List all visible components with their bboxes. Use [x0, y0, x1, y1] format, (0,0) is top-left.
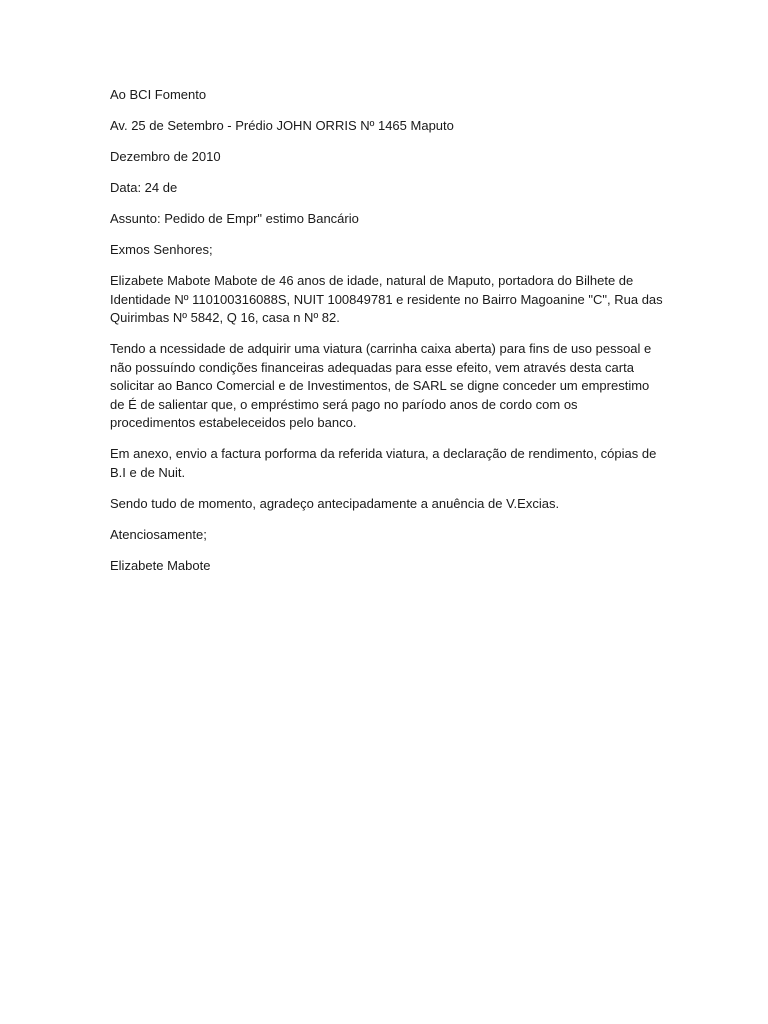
closing-thanks-line: Sendo tudo de momento, agradeço antecipadamente a anuência de V.Excias.	[110, 495, 560, 511]
subject-line: Assunto: Pedido de Empr" estimo Bancário	[110, 211, 359, 226]
salutation-line: Exmos Senhores;	[110, 242, 213, 257]
closing-line: Atenciosamente;	[110, 526, 207, 542]
intro-line: Quirimbas Nº 5842, Q 16, casa n Nº 82.	[110, 310, 340, 325]
date-line: Data: 24 de	[110, 180, 178, 195]
request-line: Tendo a ncessidade de adquirir uma viatura (carrinha caixa aberta) para fins de uso pessoal e	[110, 341, 652, 356]
month-year-line: Dezembro de 2010	[110, 149, 221, 164]
intro-line: Elizabete Mabote Mabote de 46 anos de idade, natural de Maputo, portadora do Bilhete de	[110, 273, 634, 288]
recipient-line: Ao BCI Fomento	[110, 87, 207, 102]
signature-line: Elizabete Mabote	[110, 557, 211, 573]
address-line: Av. 25 de Setembro - Prédio JOHN ORRIS Nº 1465 Maputo	[110, 118, 454, 133]
letter-body	[110, 86, 662, 588]
request-line: solicitar ao Banco Comercial e de Investimentos, de SARL se digne conceder um emprestimo	[110, 378, 650, 393]
request-line: de É de salientar que, o empréstimo será pago no paríodo anos de cordo com os	[110, 396, 578, 412]
intro-line: Identidade Nº 110100316088S, NUIT 100849781 e residente no Bairro Magoanine "C", Rua das	[110, 291, 663, 307]
request-line: procedimentos estabeleceidos pelo banco.	[110, 415, 357, 430]
request-paragraph	[110, 340, 662, 433]
request-line: não possuíndo condições financeiras adequadas para esse efeito, vem através desta carta	[110, 359, 634, 375]
intro-paragraph	[110, 272, 662, 328]
attachments-line: Em anexo, envio a factura porforma da referida viatura, a declaração de rendimento, cópias de	[110, 446, 657, 461]
attachments-paragraph	[110, 445, 662, 482]
attachments-line: B.I e de Nuit.	[110, 464, 186, 480]
